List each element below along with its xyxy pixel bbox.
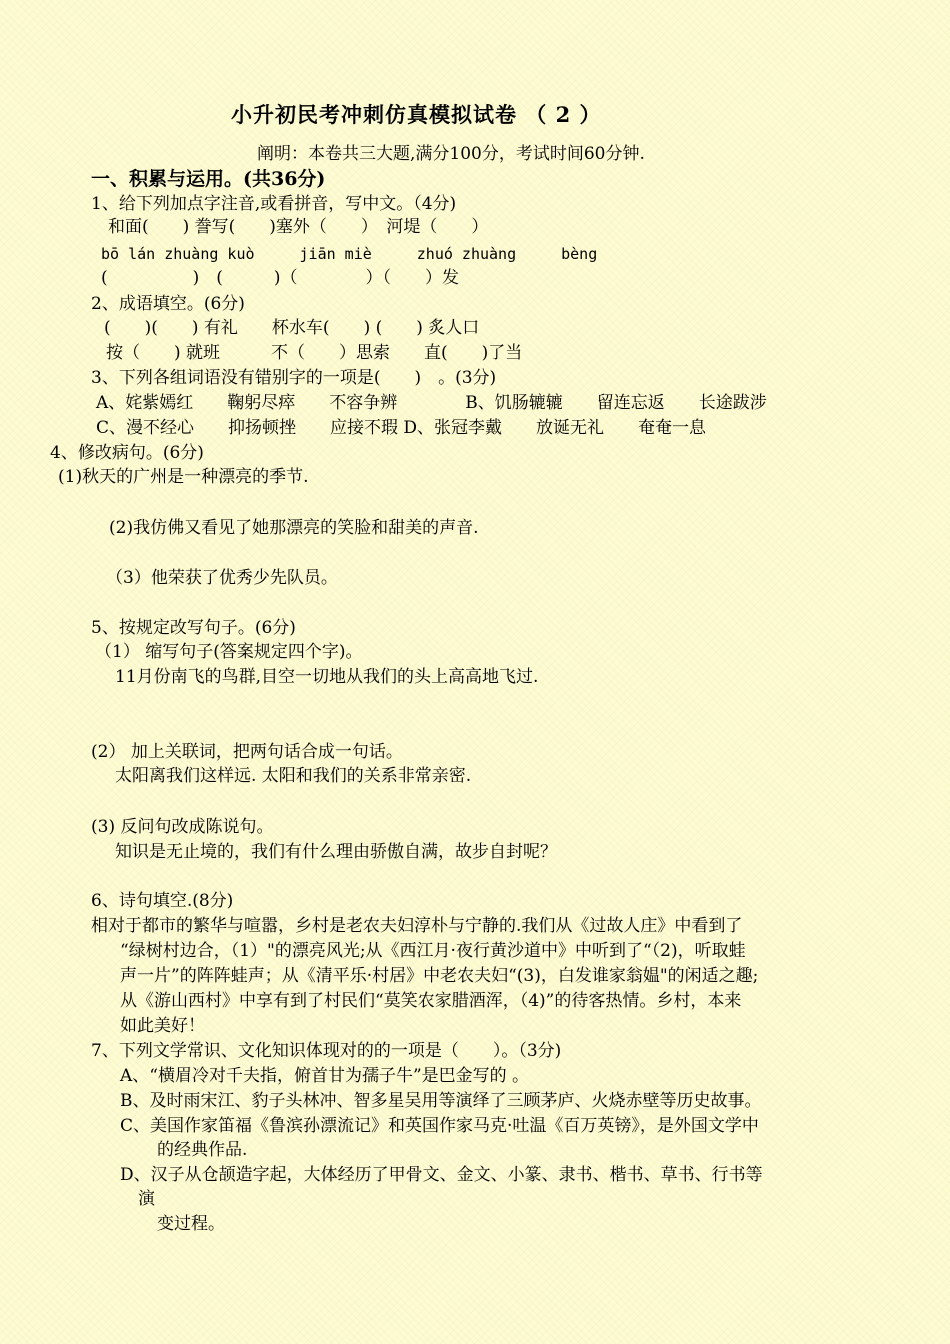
q7-option-d-line1: D、汉子从仓颉造字起，大体经历了甲骨文、金文、小篆、隶书、楷书、草书、行书等 [120, 1165, 763, 1185]
q6-text-line1: 相对于都市的繁华与喧嚣，乡村是老农夫妇淳朴与宁静的.我们从《过故人庄》中看到了 [91, 916, 743, 936]
section-heading: 一、积累与运用。(共36分) [91, 168, 326, 190]
q3-stem: 3、下列各组词语没有错别字的一项是( ) 。(3分) [91, 368, 497, 388]
q7-option-a: A、“横眉冷对千夫指，俯首甘为孺子牛”是巴金写的 。 [120, 1066, 530, 1086]
q7-option-c-line2: 的经典作品. [157, 1140, 248, 1160]
q7-option-d-line3: 变过程。 [157, 1214, 225, 1234]
q7-option-c-line1: C、美国作家笛福《鲁滨孙漂流记》和英国作家马克·吐温《百万英镑》，是外国文学中 [120, 1116, 759, 1136]
q7-option-b: B、及时雨宋江、豹子头林冲、智多星吴用等演绎了三顾茅庐、火烧赤壁等历史故事。 [120, 1091, 762, 1111]
page-title: 小升初民考冲刺仿真模拟试卷 （ 2 ） [231, 102, 602, 127]
q6-text-line4: 从《游山西村》中享有到了村民们“莫笑农家腊酒浑，（4)”的待客热情。乡村，本来 [120, 991, 742, 1011]
q2-line2: 按（ ) 就班 不（ ）思索 直( )了当 [106, 343, 523, 363]
q6-stem: 6、诗句填空.(8分) [91, 891, 234, 911]
q5-part1-text: 11月份南飞的鸟群,目空一切地从我们的头上高高地飞过. [115, 667, 539, 687]
q1-line1: 和面( ) 誊写( )塞外（ ） 河堤（ ） [108, 217, 489, 237]
q6-text-line3: 声一片”的阵阵蛙声；从《清平乐·村居》中老农夫妇“(3)，白发谁家翁媪"的闲适之趣; [120, 966, 759, 986]
q1-stem: 1、给下列加点字注音,或看拼音，写中文。（4分) [91, 194, 457, 214]
q4-sentence-2: (2)我仿佛又看见了她那漂亮的笑脸和甜美的声音. [109, 518, 479, 538]
q1-pinyin: bō lán zhuàng kuò jiān miè zhuó zhuàng bèng [101, 245, 598, 263]
q5-part3-head: (3) 反问句改成陈说句。 [91, 817, 274, 837]
q2-line1: ( )( ) 有礼 杯水车( ) ( ) 炙人口 [104, 318, 480, 338]
q2-stem: 2、成语填空。(6分) [91, 294, 245, 314]
q6-text-line2: “绿树村边合，（1）"的漂亮风光;从《西江月·夜行黄沙道中》中听到了“（2)，听取蛙 [120, 941, 746, 961]
q6-text-line5: 如此美好！ [120, 1016, 205, 1036]
q7-stem: 7、下列文学常识、文化知识体现对的的一项是（ ）。（3分) [91, 1041, 562, 1061]
q4-sentence-3: （3）他荣获了优秀少先队员。 [106, 568, 338, 588]
exam-note: 阐明：本卷共三大题,满分100分，考试时间60分钟. [257, 144, 645, 164]
q5-part3-text: 知识是无止境的，我们有什么理由骄傲自满，故步自封呢？ [115, 842, 557, 862]
q4-stem: 4、修改病句。(6分) [50, 443, 204, 463]
q5-part1-head: （1） 缩写句子(答案规定四个字)。 [95, 642, 363, 662]
q3-line1: A、姹紫嫣红 鞠躬尽瘁 不容争辨 B、饥肠辘辘 留连忘返 长途跋涉 [96, 393, 767, 413]
q1-line3: ( ) ( )（ ）（ ）发 [101, 268, 460, 288]
q5-part2-head: (2） 加上关联词，把两句话合成一句话。 [91, 742, 403, 762]
q7-option-d-line2: 演 [138, 1189, 155, 1209]
q5-part2-text: 太阳离我们这样远. 太阳和我们的关系非常亲密. [115, 766, 472, 786]
q3-line2: C、漫不经心 抑扬顿挫 应接不瑕 D、张冠李戴 放诞无礼 奄奄一息 [96, 418, 707, 438]
q4-sentence-1: (1)秋天的广州是一种漂亮的季节. [58, 467, 309, 487]
q5-stem: 5、按规定改写句子。(6分) [91, 618, 296, 638]
